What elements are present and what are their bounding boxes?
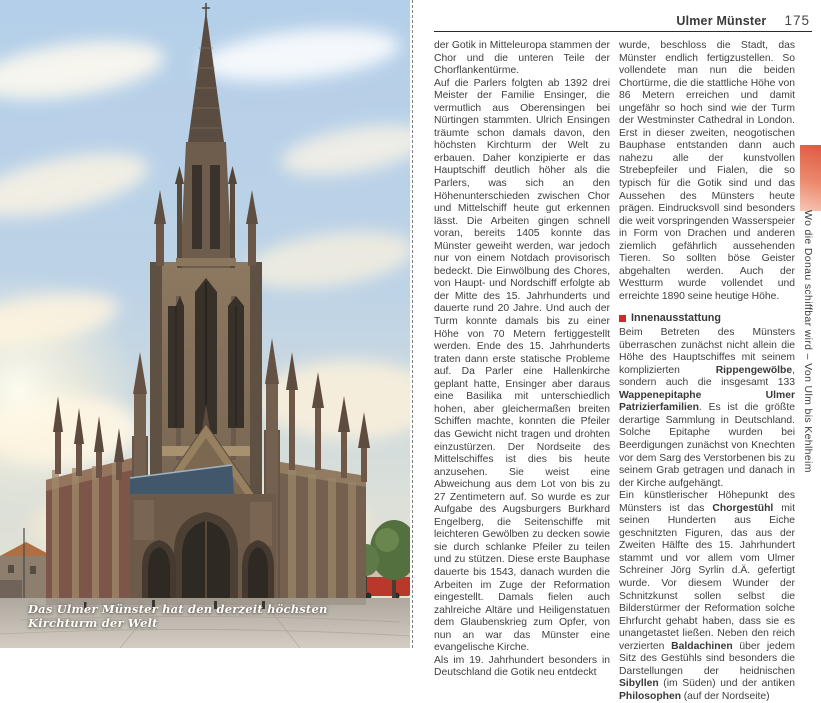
paragraph: wurde, beschloss die Stadt, das Münster endlich fertigzustellen. So vollendete man nun die beiden Chortürme, die die stattliche Höhe von 86 Metern erreichen und damit ungefähr so hoch sind wie der Turm der Westminster Cathedral in London. Erst in dieser zweiten, neogotischen Bauphase entstanden dann auch nahezu alle der kunstvollen Strebepfeiler und Fialen, die so typisch für die Gotik sind und das Aussehen des Münsters heute prägen. Eindrucksvoll sind besonders die weit vorspringenden Wasserspeier in Form von Drachen und anderen ziemlich gefährlich aussehenden Tieren. So sollten böse Geister abgehalten werden. Auch der Westturm wurde vollendet und erreichte 1890 seine heutige Höhe. (619, 40, 795, 302)
paragraph: der Gotik in Mitteleuropa stammen der Chor und die unteren Teile der Chorflankentürme. (434, 40, 610, 77)
page-title: Ulmer Münster (676, 14, 767, 28)
paragraph: Ein künstlerischer Höhepunkt des Münsters ist das Chorgestühl mit seinen Hunderten aus Eiche geschnitzten Figuren, das aus der Zweiten Hälfte des 15. Jahrhundert stammt und vor allem vom Ulmer Schreiner Jörg Syrlin d.Ä. gefertigt wurde. Vor diesem Wunder der Schnitzkunst sollen selbst die Bilderstürmer der Reformation solche Ehrfurcht gehabt haben, dass sie es unangetastet ließen. Neben den reich verzierten Baldachinen über jedem Sitz des Gestühls sind besonders die Darstellungen der heidnischen Sibyllen (im Süden) und der antiken Philosophen (auf der Nordseite) (619, 490, 795, 702)
chapter-tab (800, 145, 821, 211)
photo-ulm-minster (0, 0, 410, 648)
paragraph: Als im 19. Jahrhundert besonders in Deutschland die Gotik neu entdeckt (434, 654, 610, 679)
page-fold-mark (412, 0, 413, 648)
text-column-left (434, 40, 610, 703)
paragraph: Auf die Parlers folgten ab 1392 drei Meister der Familie Ensinger, die vermutlich aus Oberensingen bei Nürtingen stammten. Ulrich Ensingen träumte schon damals davon, den höchsten Kirchturm der Welt zu erbauen. Daher konzipierte er das Hauptschiff deutlich höher als die Parlers, was sich an den Höhenunterschieden zwischen Chor und Mittelschiff heute gut erkennen lässt. Die Arbeiten gingen schnell voran, bereits 1405 konnte das Münster geweiht werden, war jedoch nur von einem Notdach provisorisch bedeckt. Die Einwölbung des Chores, von Haupt- und Nordschiff erfolgte ab der Mitte des 15. Jahrhunderts und dauerte rund 20 Jahre. Und auch der Turm konnte damals bis zu einer Höhe von 70 Metern fertiggestellt werden. Ende des 15. Jahrhunderts traten dann erste statische Probleme auf. Da Parler eine Hallenkirche geplant hatte, Ensinger aber daraus eine Basilika mit unterschiedlich hohen, aber gleichermaßen breiten Schiffen machte, konnten die Pfeiler das Gewicht nicht tragen und drohten einzustürzen. Der Nordseite des Mittelschiffes ist dies bis heute anzusehen. Sie weist eine Abweichung aus dem Lot von bis zu 27 Zentimetern auf. So wurde es zur Aufgabe des Augsburgers Burkhard Engelberg, die Seitenschiffe mit leichteren Gewölben zu decken sowie sie durch schlanke Pfeiler zu teilen und zu stützen. Diese erste Bauphase dauerte bis 1543, danach wurden die Arbeiten im Zuge der Reformation eingestellt. Damals fielen auch zahlreiche Altäre und Heiligenstatuen dem Glaubenskrieg zum Opfer, von nun an war das Münster eine evangelische Kirche. (434, 77, 610, 654)
page-header (434, 0, 812, 32)
paragraph: Beim Betreten des Münsters überraschen zunächst nicht allein die Höhe des Hauptschiffes mit seinem komplizierten Rippengewölbe, sondern auch die insgesamt 133 Wappenepitaphe Ulmer Patrizierfamilien. Es ist die größte derartige Sammlung in Deutschland. Solche Epitaphe wurden bei Beerdigungen zunächst von Knechten vor dem Sarg des Verstorbenen bis zu seinem Grab getragen und danach in der Kirche aufgehängt. (619, 327, 795, 489)
page-content (434, 0, 812, 703)
section-heading: Innenausstattung (619, 312, 795, 325)
text-column-right (619, 40, 795, 703)
photo-caption: Das Ulmer Münster hat den derzeit höchsten Kirchturm der Welt (28, 602, 328, 630)
page-number: 175 (784, 13, 810, 28)
article-columns (434, 40, 795, 703)
cathedral-illustration (0, 0, 410, 648)
red-square-bullet (619, 315, 626, 322)
chapter-strapline: Wo die Donau schiffbar wird – Von Ulm bis Kehlheim (802, 210, 814, 473)
